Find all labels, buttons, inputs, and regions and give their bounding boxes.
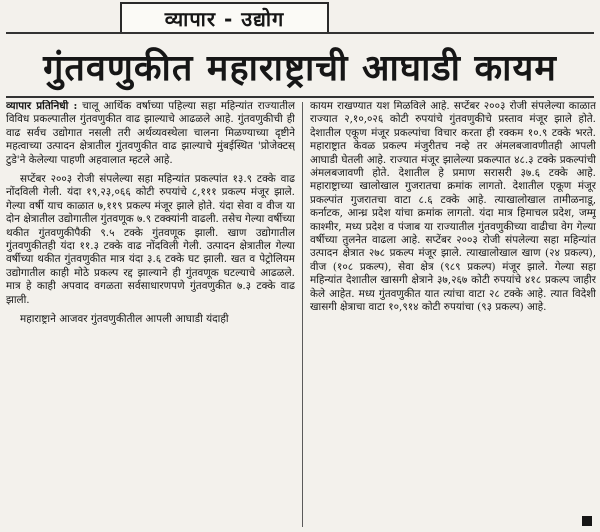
paragraph-intro xyxy=(6,100,295,167)
left-column xyxy=(6,100,295,526)
right-column xyxy=(310,100,596,515)
paragraph-maharashtra: महाराष्ट्राने आजवर गुंतवणुकीतील आपली आघाडी यंदाही xyxy=(20,313,229,326)
top-rule xyxy=(6,32,594,34)
byline: व्यापार प्रतिनिधी : xyxy=(6,100,78,112)
headline: गुंतवणुकीत महाराष्ट्राची आघाडी कायम xyxy=(43,47,557,89)
paragraph-growth: सप्टेंबर २००३ रोजी संपलेल्या सहा महिन्यांत प्रकल्पांत १३.९ टक्के वाढ नोंदविली गेली. यंदा १९,२३,०६६ कोटी रुपयांचे ८,१११ प्रकल्प मंजूर झाले. गेल्या वर्षी याच काळात ७,११९ प्रकल्प मंजूर झाले होते. यंदा सेवा व वीज या दोन क्षेत्रातील उद्योगातील गुंतवणूक ७.९ टक्क्यांनी वाढली. तसेच गेल्या वर्षीच्या थकीत गुंतवणुकीपैकी ९.५ टक्के गुंतवणूक झाली. खाण उद्योगातील गुंतवणुकीतही यंदा ११.३ टक्के वाढ नोंदविली गेली. उत्पादन क्षेत्रातील गेल्या वर्षीच्या थकीत गुंतवणुकीत मात्र यंदा ३.६ टक्के घट झाली. खत व पेट्रोलियम उद्योगातील काही मोठे प्रकल्प रद्द झाल्याने ही गुंतवणूक घटल्याचे आढळले. मात्र हे काही अपवाद वगळता सर्वसाधारणपणे गुंतवणुकीत ७.३ टक्के वाढ झाली. xyxy=(6,173,295,306)
intro-text: चालू आर्थिक वर्षाच्या पहिल्या सहा महिन्यांत राज्यातील विविध प्रकल्पातील गुंतवणुकीत वाढ झाल्याचे आढळले आहे. गुंतवणुकीची ही वाढ सर्वच उद्योगात नसली तरी अर्थव्यवस्थेला चालना मिळण्याच्या दृष्टीने महत्वाच्या उत्पादन क्षेत्रातील गुंतवणुकीत वाढ झाल्याचे मुंबईस्थित 'प्रोजेक्टस् टुडे'ने केलेल्या पाहणी अहवालात म्हटले आहे. xyxy=(6,100,295,166)
headline-rule xyxy=(6,96,594,98)
section-tag: व्यापार - उद्योग xyxy=(120,2,329,34)
paragraph-continuation: कायम राखण्यात यश मिळविले आहे. सप्टेंबर २००३ रोजी संपलेल्या काळात राज्यात २,१०,०२६ कोटी रुपयांचे गुंतवणुकीचे प्रस्ताव मंजूर झाले होते. देशातील एकूण मंजूर प्रकल्पांचा विचार करता ही रक्कम १०.९ टक्के भरते. महाराष्ट्रात केवळ प्रकल्प मंजुरीतच नव्हे तर अंमलबजावणीतही आपली आघाडी घेतली आहे. राज्यात मंजूर झालेल्या प्रकल्पात ४८.३ टक्के प्रकल्पांची अंमलबजावणी होते. देशातील हे प्रमाण सरासरी ३७.६ टक्के आहे. महाराष्ट्राच्या खालोखाल गुजरातचा क्रमांक लागतो. देशातील एकूण मंजूर प्रकल्पांत गुजरातचा वाटा ८.६ टक्के आहे. त्याखालोखाल तामीळनाडू, कर्नाटक, आन्ध्र प्रदेश यांचा क्रमांक लागतो. यंदा मात्र हिमाचल प्रदेश, जम्मू काश्मीर, मध्य प्रदेश व पंजाब या राज्यातील गुंतवणुकीच्या वाढीचा वेग गेल्या वर्षीच्या तुलनेत वाढला आहे. सप्टेंबर २००३ रोजी संपलेल्या सहा महिन्यांत उत्पादन क्षेत्रात २७८ प्रकल्प मंजूर झाले. त्याखालोखाल खाण (२४ प्रकल्प), वीज (१०८ प्रकल्प), सेवा क्षेत्र (९८९ प्रकल्प) मंजूर झाले. गेल्या सहा महिन्यांत देशातील खासगी क्षेत्राने ३७,२६७ कोटी रुपयांचे ४१८ प्रकल्प जाहीर केले आहेत. मध्य गुंतवणुकीत यात त्यांचा वाटा २८ टक्के आहे. त्यात विदेशी खासगी क्षेत्राचा वाटा १०,९१४ कोटी रुपयांचा (९३ प्रकल्प) आहे. xyxy=(310,100,596,314)
end-of-article-mark xyxy=(582,516,592,526)
column-divider xyxy=(302,102,303,527)
